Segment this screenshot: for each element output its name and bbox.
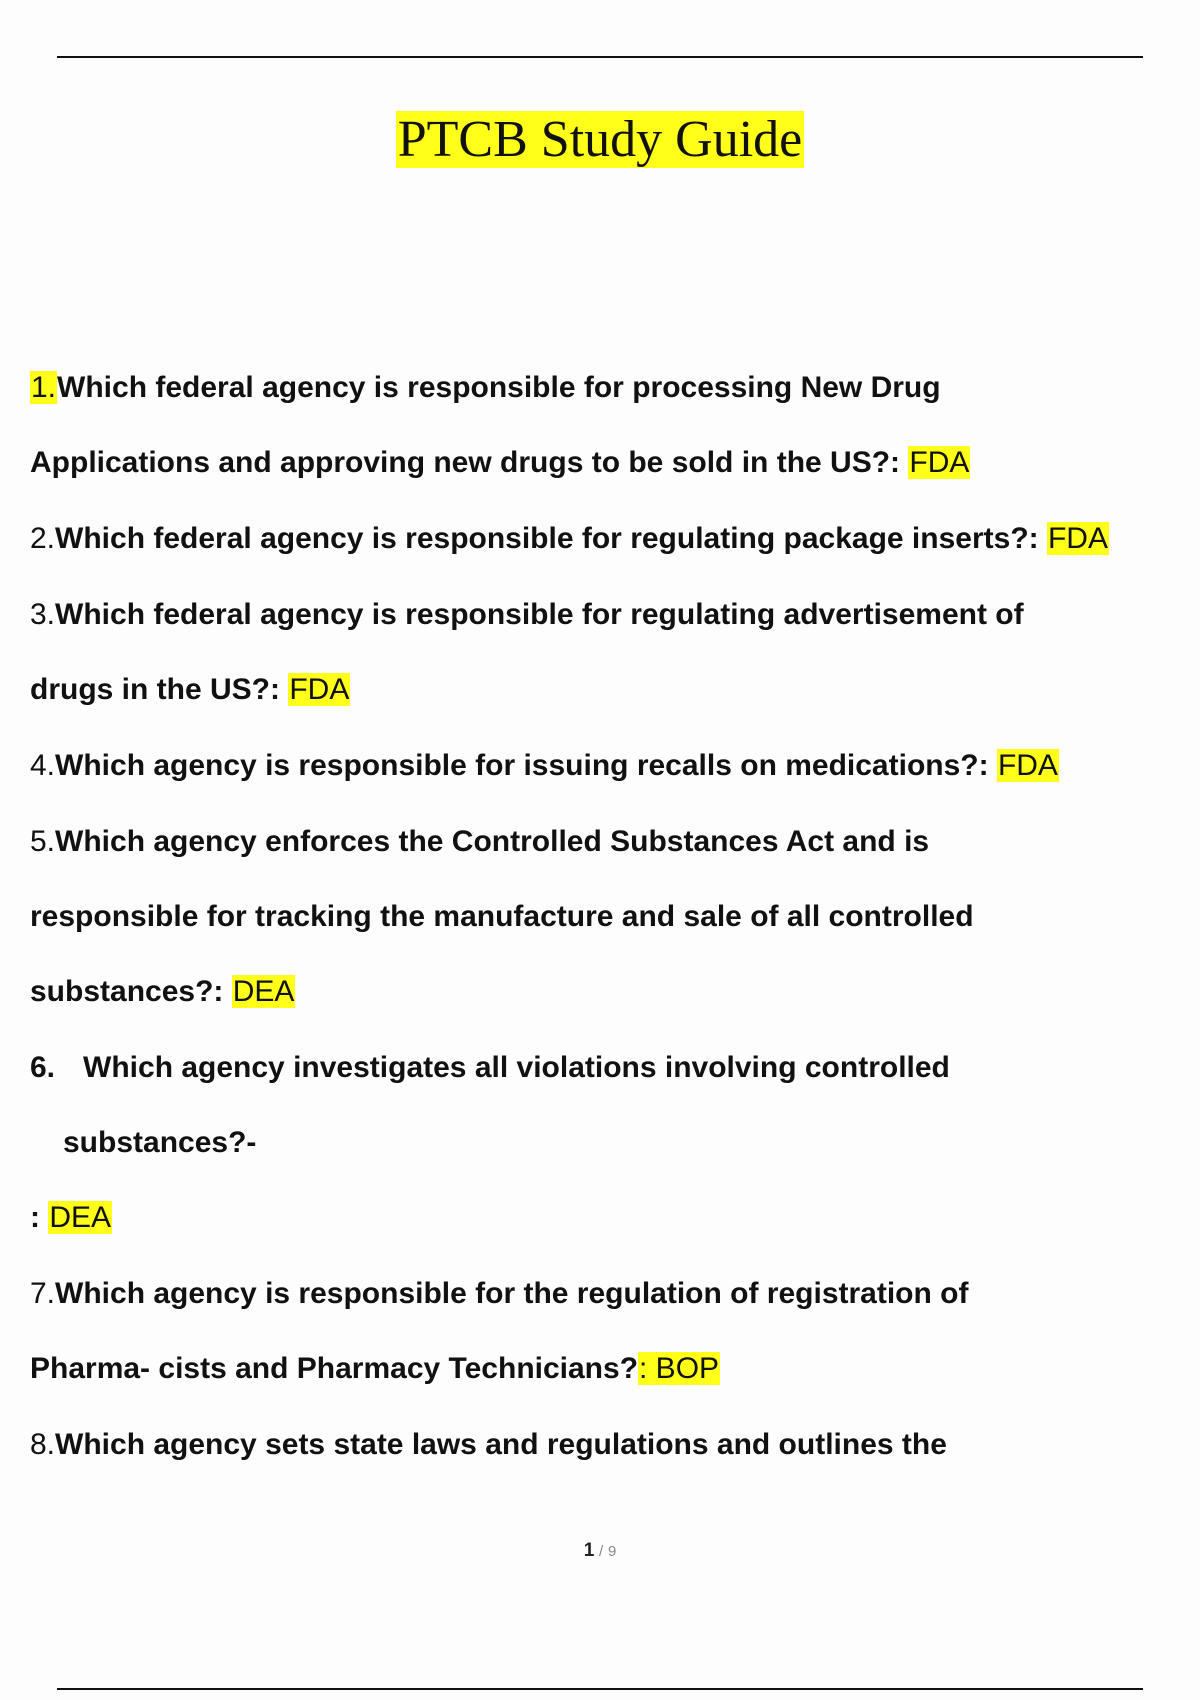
answer-highlight: FDA xyxy=(289,673,350,706)
page-title: PTCB Study Guide xyxy=(397,111,803,168)
total-pages: 9 xyxy=(607,1543,617,1560)
question-text: Which federal agency is responsible for processing New Drug xyxy=(57,371,941,404)
question-text: Which agency investigates all violations involving controlled xyxy=(83,1051,950,1084)
question-3-line-2 xyxy=(30,670,350,710)
question-5-line-2 xyxy=(30,897,974,937)
question-number: 7. xyxy=(30,1277,56,1310)
question-8-line-1 xyxy=(30,1425,947,1465)
page-separator: / xyxy=(599,1543,604,1560)
question-6-line-3 xyxy=(30,1198,112,1238)
question-1-line-2 xyxy=(30,443,970,483)
question-7-line-1 xyxy=(30,1274,968,1314)
question-text: Pharma- cists and Pharmacy Technicians? xyxy=(30,1352,639,1385)
question-4-line-1 xyxy=(30,746,1059,786)
question-text: drugs in the US?: xyxy=(30,673,289,706)
question-text: Which agency enforces the Controlled Substances Act and is xyxy=(55,825,930,858)
answer-highlight: DEA xyxy=(49,1201,112,1234)
question-5-line-1 xyxy=(30,822,929,862)
question-number: 6. xyxy=(30,1051,56,1084)
question-1-line-1 xyxy=(30,368,941,408)
page-indicator xyxy=(0,1540,1200,1562)
question-number: 4. xyxy=(30,749,56,782)
question-6-line-2 xyxy=(63,1123,256,1163)
question-5-line-3 xyxy=(30,972,295,1012)
question-number: 2. xyxy=(30,522,56,555)
question-number: 5. xyxy=(30,825,56,858)
question-6-line-1 xyxy=(30,1048,950,1088)
question-text: Which federal agency is responsible for regulating advertisement of xyxy=(55,598,1024,631)
question-text: Which federal agency is responsible for regulating package inserts?: xyxy=(55,522,1047,555)
answer-highlight: FDA xyxy=(909,446,970,479)
answer-highlight: DEA xyxy=(232,975,295,1008)
question-3-line-1 xyxy=(30,595,1024,635)
question-text: Which agency is responsible for issuing recalls on medications?: xyxy=(55,749,997,782)
question-number: 1. xyxy=(31,371,57,404)
current-page: 1 xyxy=(583,1540,595,1561)
question-text: substances?- xyxy=(63,1126,257,1159)
question-text: Applications and approving new drugs to be sold in the US?: xyxy=(30,446,909,479)
question-text: responsible for tracking the manufacture and sale of all controlled xyxy=(30,900,974,933)
question-text: Which agency sets state laws and regulations and outlines the xyxy=(55,1428,947,1461)
title-block xyxy=(0,108,1200,172)
question-7-line-2 xyxy=(30,1349,720,1389)
question-text: Which agency is responsible for the regulation of registration of xyxy=(55,1277,969,1310)
answer-highlight: FDA xyxy=(997,749,1058,782)
answer-highlight: FDA xyxy=(1047,522,1108,555)
question-text: substances?: xyxy=(30,975,232,1008)
question-text: : xyxy=(30,1201,49,1234)
question-number: 3. xyxy=(30,598,56,631)
bottom-rule xyxy=(57,1688,1143,1690)
question-number: 8. xyxy=(30,1428,56,1461)
answer-highlight: : BOP xyxy=(639,1352,720,1385)
question-2-line-1 xyxy=(30,519,1109,559)
top-rule xyxy=(57,56,1143,58)
